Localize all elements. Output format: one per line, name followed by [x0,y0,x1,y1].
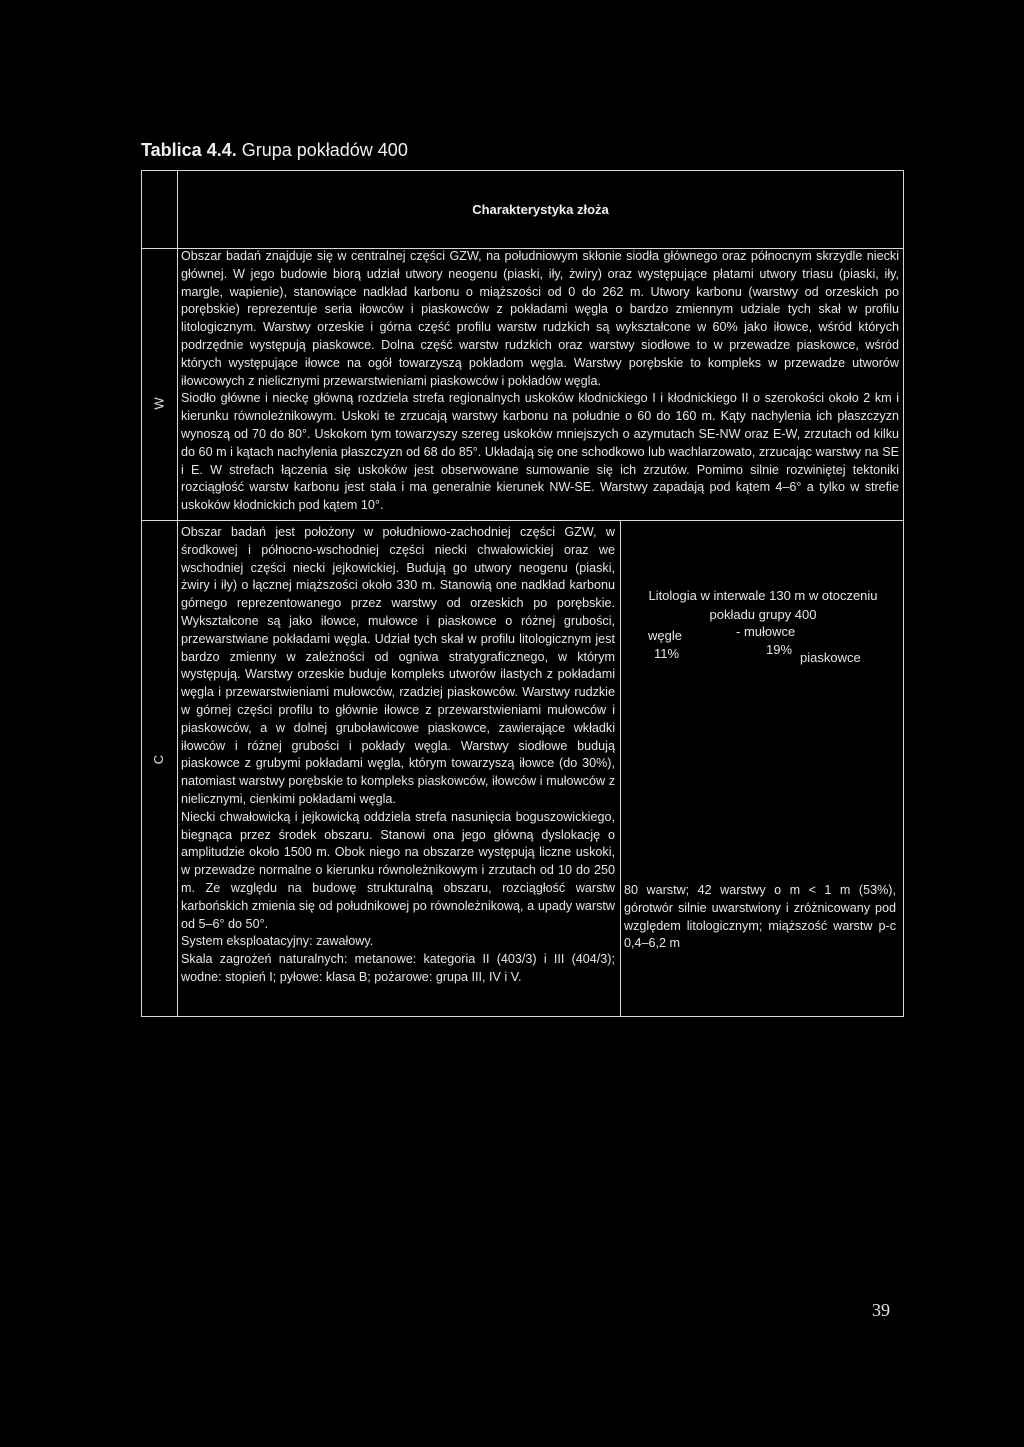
pie-label-3: piaskowce [800,650,861,665]
paragraph: Niecki chwałowicką i jejkowicką oddziela strefa nasunięcia boguszowickiego, biegnąca przez środek obszaru. Stanowi ona jego główną dyslokację o amplitudzie około 1500 m. Obok niego na obszarze występują liczne uskoki, w przewadze normalne o kierunku równoleżnikowym i zrzutach od 10 do 250 m. Ze względu na budowę strukturalną obszaru, rozciągłość warstw karbońskich zmienia się od południkowej po równoleżnikową, a upady warstw od 5–6° do 50°. [181,809,615,931]
row-label-w: W [151,397,167,410]
table-caption: Grupa pokładów 400 [236,140,408,160]
pie-value-1: 11% [654,646,680,661]
chart-title: Litologia w interwale 130 m w otoczeniu pokładu grupy 400 [648,588,878,622]
chart-description: 80 warstw; 42 warstwy o m < 1 m (53%), górotwór silnie uwarstwiony i zróżnicowany pod względem litologicznym; miąższość warstw p-c 0,4–6,2 m [624,883,896,951]
paragraph: Skala zagrożeń naturalnych: metanowe: kategoria II (403/3) i III (404/3); wodne: stopień I; pyłowe: klasa B; pożarowe: grupa III, IV i V. [181,952,615,984]
table-number: Tablica 4.4. [141,140,237,160]
paragraph: Obszar badań jest położony w południowo-zachodniej części GZW, w środkowej i północno-wschodniej części niecki chwałowickiej oraz we wschodniej części niecki jejkowickiej. Budują go utwory neogenu (piaski, żwiry i iły) o łącznej miąższości około 330 m. Stanowią one nadkład karbonu górnego reprezentowanego przez warstwy od orzeskich po porębskie. Wykształcone są jako iłowce, mułowce i piaskowce o różnej grubości, przewarstwiane pokładami węgla. Udział tych skał w profilu litologicznym jest bardzo zmienny w zależności od ogniwa stratygraficznego, w którym występują. Warstwy orzeskie buduje kompleks utworów ilastych z pokładami węgla i przewarstwieniami mułowców, rzadziej piaskowców. Warstwy rudzkie w górnej części profilu to głównie iłowce z przewarstwieniami mułowców i piaskowców, a w dolnej gruboławicowe piaskowce, zawierające wkładki iłowców i różnej grubości i pokłady węgla. Warstwy siodłowe budują piaskowce z grubymi pokładami węgla, którym towarzyszą iłowce (do 30%), natomiast warstwy porębskie to kompleks piaskowców, iłowców i mułowców z nielicznymi, cienkimi pokładami węgla. [181,525,615,806]
row-c-text [181,524,615,987]
label-column-divider [177,170,178,1017]
page-number: 39 [872,1300,890,1320]
c-row-inner-divider [620,520,621,1017]
table-title [141,140,408,161]
paragraph: Siodło główne i nieckę główną rozdziela strefa regionalnych uskoków kłodnickiego I i kłodnickiego II o szerokości około 2 km i kierunku równoleżnikowym. Uskoki te zrzucają warstwy karbonu na południe o 60 do 160 m. Kąty nachylenia ich płaszczyzn wynoszą od 70 do 80°. Uskokom tym towarzyszy szereg uskoków mniejszych o azymutach SE-NW oraz E-W, zrzutach od kilku do 60 m i kątach nachylenia płaszczyzn od 68 do 85°. Układają się one schodkowo lub wachlarzowato, zrzucając warstwy na SE i E. W strefach łączenia się uskoków jest obserwowane sumowanie się ich zrzutów. Pomimo silnie rozwiniętej tektoniki rozciągłość warstw karbonu jest stała i ma generalnie kierunek NW-SE. Warstwy zapadają pod kątem 4–6° a tylko w strefie uskoków kłodnickich pod kątem 10°. [181,391,899,513]
pie-chart [628,622,898,682]
row-divider [141,520,904,521]
row-label-c: C [151,754,167,765]
paragraph: Obszar badań znajduje się w centralnej części GZW, na południowym skłonie siodła głównego oraz północnym skrzydle niecki głównej. W jego budowie biorą udział utwory neogenu (piaski, iły, żwiry) oraz występujące płatami utwory triasu (piaski, iły, margle, wapienie), stanowiące nadkład karbonu o miąższości od 0 do 262 m. Utwory karbonu (warstwy od orzeskich po porębskie) reprezentuje seria iłowców i piaskowców z pokładami węgla o bardzo zmiennym udziale tych skał w profilu litologicznym. Warstwy orzeskie i górna część profilu warstw rudzkich są wykształcone w 60% jako iłowce, wśród których podrzędnie występują piaskowce. Dolna część warstw rudzkich oraz warstwy siodłowe to w przewadze piaskowce, wśród których występujące iłowce na ogół towarzyszą pokładom węgla. Warstwy porębskie to kompleks w przewadze utworów iłowcowych z nielicznymi przewarstwieniami piaskowców i pokładów węgla. [181,249,899,388]
pie-label-2: - mułowce [736,624,796,639]
row-w-text [181,248,899,515]
pie-label-1: węgle [648,628,682,643]
pie-value-2: 19% [766,642,793,657]
paragraph: System eksploatacyjny: zawałowy. [181,934,374,949]
column-header: Charakterystyka złoża [472,202,609,217]
